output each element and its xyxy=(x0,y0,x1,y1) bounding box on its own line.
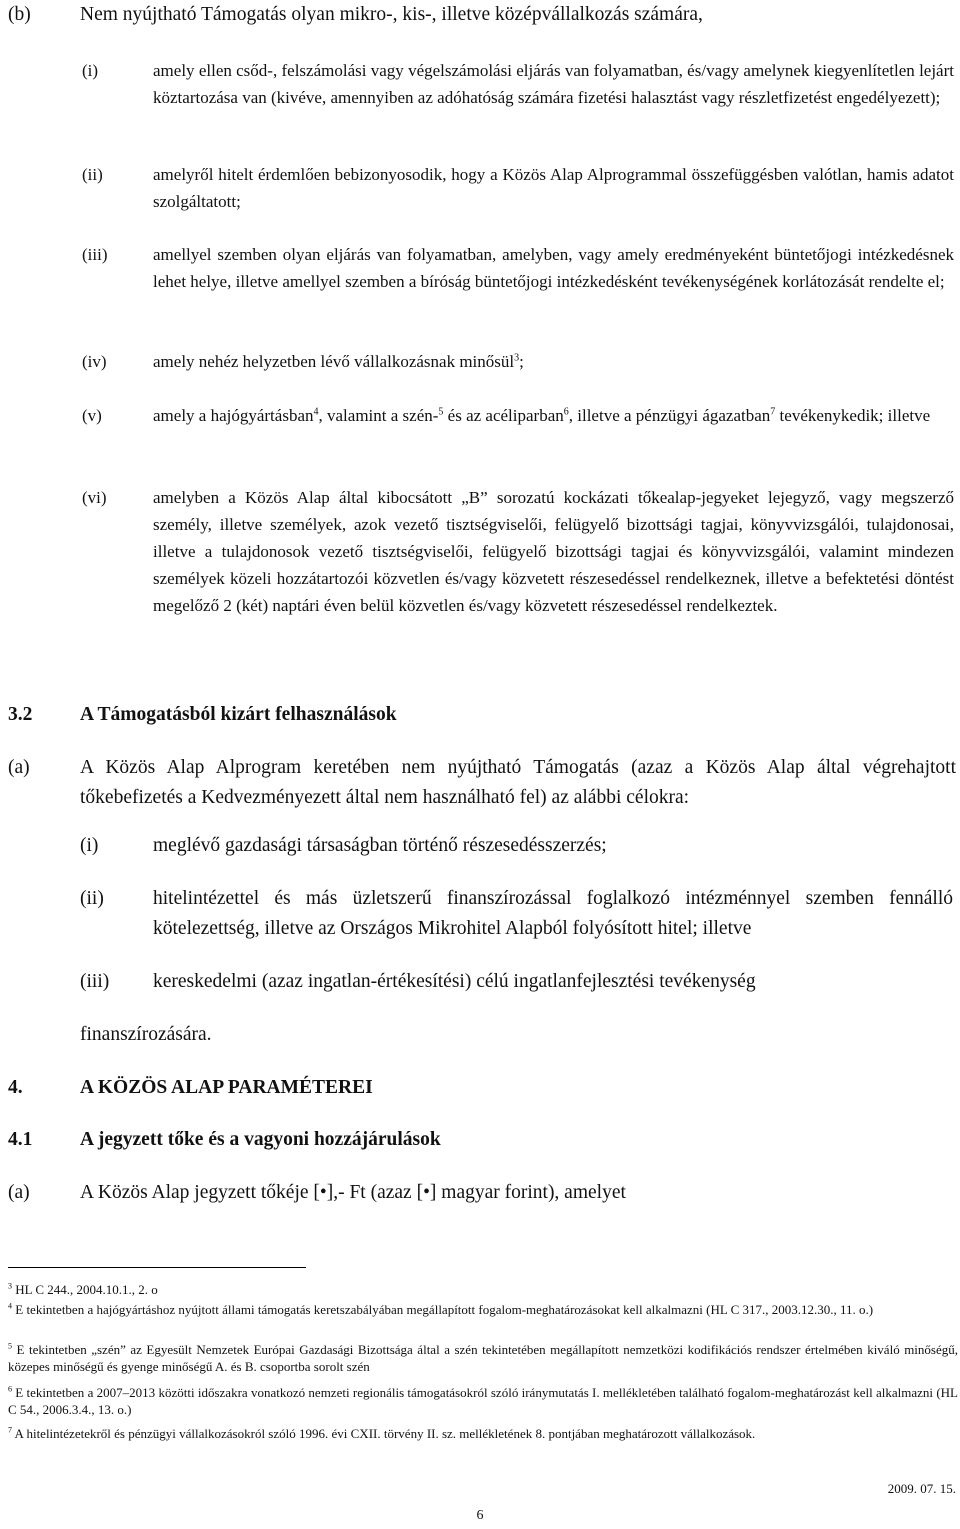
footnote-ref[interactable]: 7 xyxy=(770,406,776,418)
section-b-intro: Nem nyújtható Támogatás olyan mikro-, kis-, illetve középvállalkozás számára, xyxy=(80,4,703,25)
item-text: amely nehéz helyzetben lévő vállalkozásnak minősül$^3$; xyxy=(153,352,524,371)
section-number: 3.2 xyxy=(8,704,33,725)
item-label: (i) xyxy=(82,61,99,80)
item-label-a: (a) xyxy=(8,757,30,778)
item-text: amelyben a Közös Alap által kibocsátott „B” sorozatú kockázati tőkealap-jegyeket lejegyző, vagy megszerző személy, illetve személyek, azok vezető tisztségviselői, felügyelő bizottsági tagjai, könyvvizsgálói, tulajdonosai, illetve a tulajdonosok vezető tisztségviselői, felügyelő bizottsági tagjai és könyvvizsgálói, valamint mindezen személyek közeli hozzátartozói közvetlen és/vagy közvetett részesedéssel rendelkeznek, illetve a befektetési döntést megelőző 2 (két) naptári éven belül közvetlen és/vagy közvetett részesedéssel rendelkeztek. xyxy=(153,488,954,615)
item-label: (ii) xyxy=(80,888,104,909)
item-text: hitelintézettel és más üzletszerű finanszírozással foglalkozó intézménnyel szemben fennálló kötelezettség, illetve az Országos Mikrohitel Alapból folyósított hitel; illetve xyxy=(153,888,953,939)
item-label: (iii) xyxy=(80,971,110,992)
footnote-ref[interactable]: 4 xyxy=(313,406,319,418)
section-title: A jegyzett tőke és a vagyoni hozzájárulások xyxy=(80,1129,441,1150)
item-label-a: (a) xyxy=(8,1182,30,1203)
item-text: kereskedelmi (azaz ingatlan-értékesítési) célú ingatlanfejlesztési tevékenység xyxy=(153,971,756,992)
section-3-2-paragraph: A Közös Alap Alprogram keretében nem nyújtható Támogatás (azaz a Közös Alap által végrehajtott tőkebefizetés a Kedvezményezett által nem használható fel) az alábbi célokra: xyxy=(80,757,956,808)
item-label: (vi) xyxy=(82,488,107,507)
item-text: meglévő gazdasági társaságban történő részesedésszerzés; xyxy=(153,835,607,856)
item-text: amely a hajógyártásban$^4$, valamint a szén-$^5$ és az acéliparban$^6$, illetve a pénzügyi ágazatban$^7$ tevékenykedik; illetve xyxy=(153,406,931,425)
footnote-ref[interactable]: 6 xyxy=(563,406,569,418)
section-4-1-paragraph: A Közös Alap jegyzett tőkéje [•],- Ft (azaz [•] magyar forint), amelyet xyxy=(80,1182,626,1203)
footnote: $^4$ E tekintetben a hajógyártáshoz nyújtott állami támogatás keretszabályában megállapított fogalom-meghatározásokat kell alkalmazni (HL C 317., 2003.12.30., 11. o.) xyxy=(8,1301,874,1317)
item-text: amelyről hitelt érdemlően bebizonyosodik, hogy a Közös Alap Alprogrammal összefüggésben valótlan, hamis adatot szolgáltatott; xyxy=(153,165,954,211)
item-label-b: (b) xyxy=(8,4,31,25)
footnote: $^6$ E tekintetben a 2007–2013 közötti időszakra vonatkozó nemzeti regionális támogatásokról szóló iránymutatás I. mellékletében található fogalom-meghatározást kell alkalmazni (HL C 54., 2006.3.4., 13. o.) xyxy=(8,1384,958,1417)
item-label: (ii) xyxy=(82,165,103,184)
section-title: A Támogatásból kizárt felhasználások xyxy=(80,704,397,725)
item-label: (iii) xyxy=(82,245,108,264)
footnote: $^3$ HL C 244., 2004.10.1., 2. o xyxy=(8,1281,158,1297)
footnote-ref[interactable]: 5 xyxy=(438,406,444,418)
footnote-divider xyxy=(8,1267,306,1268)
closing-text: finanszírozására. xyxy=(80,1024,212,1045)
item-label: (v) xyxy=(82,406,102,425)
item-label: (iv) xyxy=(82,352,107,371)
item-label: (i) xyxy=(80,835,99,856)
footnote-ref[interactable]: 3 xyxy=(514,352,520,364)
item-text: amellyel szemben olyan eljárás van folyamatban, amelyben, vagy amely eredményeként büntetőjogi intézkedésnek lehet helye, illetve amellyel szemben a bíróság büntetőjogi intézkedésként tevékenységének korlátozását rendelte el; xyxy=(153,245,954,291)
footnote: $^7$ A hitelintézetekről és pénzügyi vállalkozásokról szóló 1996. évi CXII. törvény II. sz. mellékletének 8. pontjában meghatározott vállalkozások. xyxy=(8,1425,756,1441)
section-number: 4. xyxy=(8,1077,23,1098)
item-text: amely ellen csőd-, felszámolási vagy végelszámolási eljárás van folyamatban, és/vagy amelynek kiegyenlítetlen lejárt köztartozása van (kivéve, amennyiben az adóhatóság számára fizetési halasztást vagy részletfizetést engedélyezett); xyxy=(153,61,954,107)
page-number: 6 xyxy=(476,1508,484,1523)
page-date: 2009. 07. 15. xyxy=(887,1481,956,1496)
footnote: $^5$ E tekintetben „szén” az Egyesült Nemzetek Európai Gazdasági Bizottsága által a szén tekintetében megállapított nemzetközi kodifikációs rendszer értelmében kiváló minőségű, közepes minőségű és gyenge minőségű A. és B. csoportba sorolt szén xyxy=(8,1341,958,1374)
section-title: A KÖZÖS ALAP PARAMÉTEREI xyxy=(80,1077,373,1098)
section-number: 4.1 xyxy=(8,1129,33,1150)
